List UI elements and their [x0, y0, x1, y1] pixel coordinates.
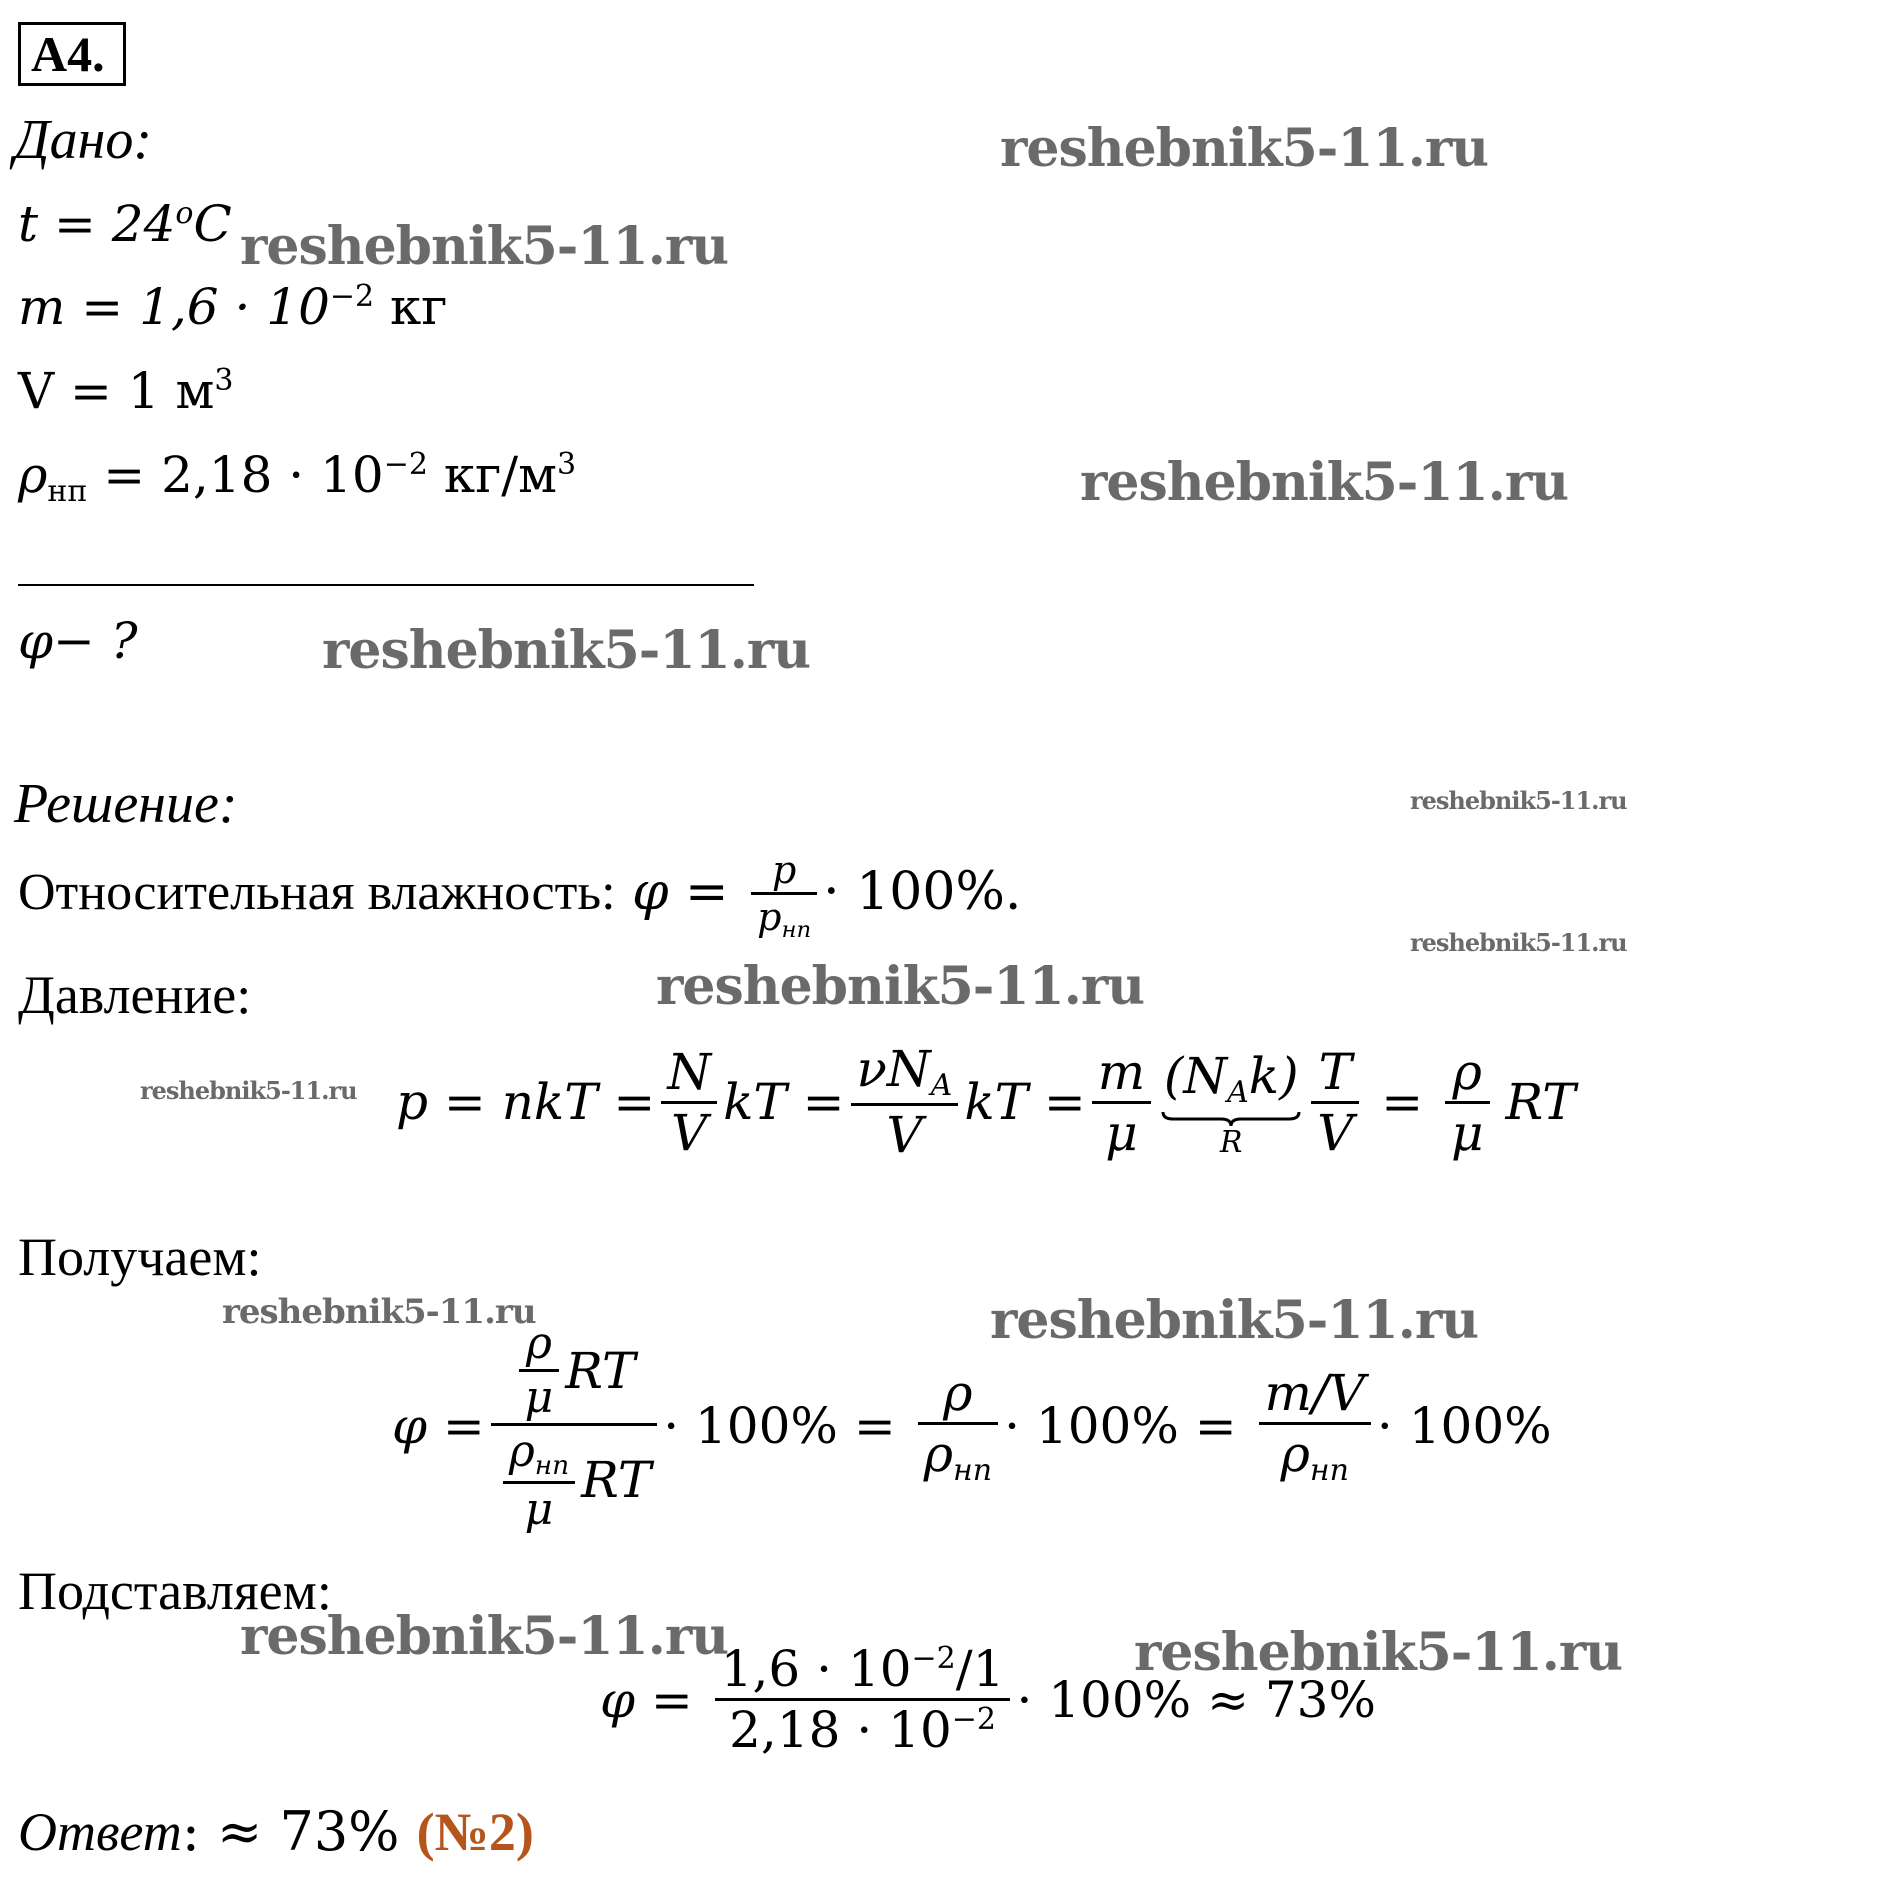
obtain-frac-mv [1259, 1364, 1371, 1488]
solution-heading [14, 772, 237, 836]
relative-humidity-line [18, 848, 1021, 943]
num-rho-mu [519, 1318, 560, 1423]
density-value: = 2,18 · 10 [87, 446, 384, 504]
frac-denominator: V [671, 1103, 708, 1162]
obtain-label: Получаем: [18, 1227, 262, 1287]
den-rho: ρ [923, 1425, 954, 1484]
paren-group [1164, 1047, 1299, 1110]
underbrace-label: R [1219, 1124, 1243, 1160]
formula1-lhs: φ = [632, 861, 746, 922]
pressure-frac-n-v [661, 1043, 717, 1162]
den-exponent: −2 [951, 1702, 996, 1737]
pressure-frac-t-v [1311, 1043, 1359, 1162]
big-numerator [507, 1318, 642, 1423]
frac-denominator: V [1317, 1103, 1354, 1162]
mass-unit: кг [374, 278, 448, 336]
frac-num-sub: A [930, 1068, 953, 1103]
task-number: А4. [31, 26, 105, 82]
mass-exponent: −2 [329, 279, 375, 314]
obtain-frac-rho [918, 1364, 999, 1488]
task-number-box [18, 22, 126, 86]
given-heading-text: Дано [14, 109, 134, 171]
relative-humidity-label: Относительная влажность: [18, 863, 616, 921]
pressure-frac-m-mu [1092, 1043, 1151, 1162]
given-volume [18, 362, 233, 420]
big-denominator [491, 1426, 657, 1535]
obtain-end: · 100% [1376, 1397, 1552, 1456]
frac-numerator: m [1097, 1042, 1146, 1101]
watermark: reshebnik5-11.ru [140, 1076, 357, 1105]
obtain-lhs: φ = [392, 1397, 485, 1456]
answer-reference: (№2) [416, 1802, 534, 1862]
pressure-p3: kT = [964, 1073, 1086, 1131]
den-rho: ρ [1280, 1425, 1310, 1484]
answer-line [18, 1800, 534, 1863]
pressure-frac-rho-mu [1445, 1043, 1490, 1162]
given-saturated-density [18, 446, 576, 509]
den-rho: ρ [508, 1426, 535, 1477]
frac-numerator: N [667, 1042, 712, 1101]
density-unit: кг/м [427, 446, 558, 504]
frac-numerator: ρ [943, 1364, 973, 1423]
den-rho-sub: нп [953, 1453, 993, 1489]
den-rho-sub: нп [1309, 1453, 1349, 1489]
frac-numerator: ρ [1452, 1042, 1482, 1101]
watermark: reshebnik5-11.ru [1410, 786, 1627, 815]
watermark: reshebnik5-11.ru [1080, 452, 1569, 513]
pressure-label: Давление: [18, 965, 252, 1025]
paren-close: k) [1248, 1046, 1299, 1105]
colon: : [218, 773, 238, 835]
frac-num-main: νN [856, 1040, 931, 1098]
given-mass [18, 278, 448, 336]
unknown-quantity: φ− ? [18, 612, 138, 670]
watermark: reshebnik5-11.ru [322, 620, 811, 681]
substitute-numerator [715, 1640, 1011, 1698]
formula1-fraction [751, 848, 817, 943]
given-divider [18, 584, 754, 586]
formula1-rhs: · 100%. [823, 861, 1022, 922]
given-heading [14, 108, 152, 172]
degree-sup: o [175, 196, 194, 231]
frac-denominator: μ [524, 1372, 554, 1423]
pressure-p5: RT [1505, 1073, 1576, 1131]
substitute-rhs: · 100% ≈ 73% [1016, 1670, 1376, 1729]
den-rho-mu [503, 1426, 575, 1535]
volume-value: V = 1 м [18, 362, 215, 420]
pressure-formula [396, 1040, 1576, 1164]
obtain-mid2: · 100% = [1004, 1397, 1253, 1456]
pressure-p4: = [1365, 1073, 1439, 1131]
watermark: reshebnik5-11.ru [990, 1290, 1479, 1351]
mass-value: m = 1,6 · 10 [18, 278, 330, 336]
formula1-numerator: p [771, 848, 797, 892]
temperature-value: t = 24 [18, 195, 176, 253]
frac-denominator: μ [1105, 1103, 1138, 1162]
given-temperature [18, 195, 232, 253]
watermark: reshebnik5-11.ru [1000, 118, 1489, 179]
frac-denominator: V [886, 1106, 923, 1164]
den-value: 2,18 · 10 [729, 1701, 952, 1759]
watermark: reshebnik5-11.ru [222, 1292, 536, 1332]
substitute-fraction [715, 1640, 1011, 1759]
frac-numerator [851, 1040, 959, 1103]
watermark: reshebnik5-11.ru [1134, 1622, 1623, 1683]
watermark: reshebnik5-11.ru [656, 956, 1145, 1017]
frac-numerator: ρ [526, 1318, 552, 1369]
formula1-den-symbol: p [757, 895, 782, 939]
obtain-big-fraction [491, 1318, 657, 1535]
frac-numerator: m/V [1264, 1364, 1365, 1423]
frac-denominator [1274, 1425, 1355, 1488]
frac-numerator [503, 1426, 575, 1481]
colon: : [133, 109, 153, 171]
num-exponent: −2 [911, 1641, 956, 1676]
formula1-den-subscript: нп [781, 916, 812, 943]
frac-numerator: T [1318, 1042, 1352, 1101]
rho-symbol: ρ [18, 446, 48, 504]
substitute-denominator [723, 1701, 1002, 1759]
watermark: reshebnik5-11.ru [1410, 928, 1627, 957]
frac-denominator: μ [524, 1483, 554, 1535]
density-unit-exponent: 3 [557, 447, 577, 482]
den-rho-sub: нп [534, 1449, 570, 1481]
volume-exponent: 3 [214, 363, 234, 398]
temperature-unit: C [193, 195, 232, 253]
pressure-p2: kT = [723, 1073, 845, 1131]
pressure-p1: p = nkT = [396, 1073, 656, 1131]
big-num-rt: RT [565, 1341, 636, 1400]
big-den-rt: RT [581, 1451, 652, 1510]
frac-denominator [918, 1425, 999, 1488]
answer-value: : ≈ 73% [181, 1800, 417, 1863]
paren-sub: A [1227, 1074, 1249, 1110]
formula1-denominator [751, 895, 817, 943]
underbrace-group [1161, 1047, 1301, 1158]
substitute-lhs: φ = [600, 1670, 709, 1729]
watermark: reshebnik5-11.ru [240, 216, 729, 277]
rho-subscript: нп [47, 474, 88, 509]
watermark: reshebnik5-11.ru [240, 1606, 729, 1667]
frac-denominator: μ [1451, 1103, 1484, 1162]
density-exponent: −2 [383, 447, 428, 482]
paren-open: (N [1163, 1046, 1228, 1105]
num-value: 1,6 · 10 [720, 1640, 912, 1698]
answer-label: Ответ [18, 1802, 182, 1862]
solution-heading-text: Решение [14, 773, 219, 835]
pressure-frac-vna-v [851, 1040, 959, 1164]
num-end: /1 [955, 1640, 1005, 1698]
substitute-label: Подставляем: [18, 1561, 332, 1621]
obtain-mid1: · 100% = [663, 1397, 912, 1456]
